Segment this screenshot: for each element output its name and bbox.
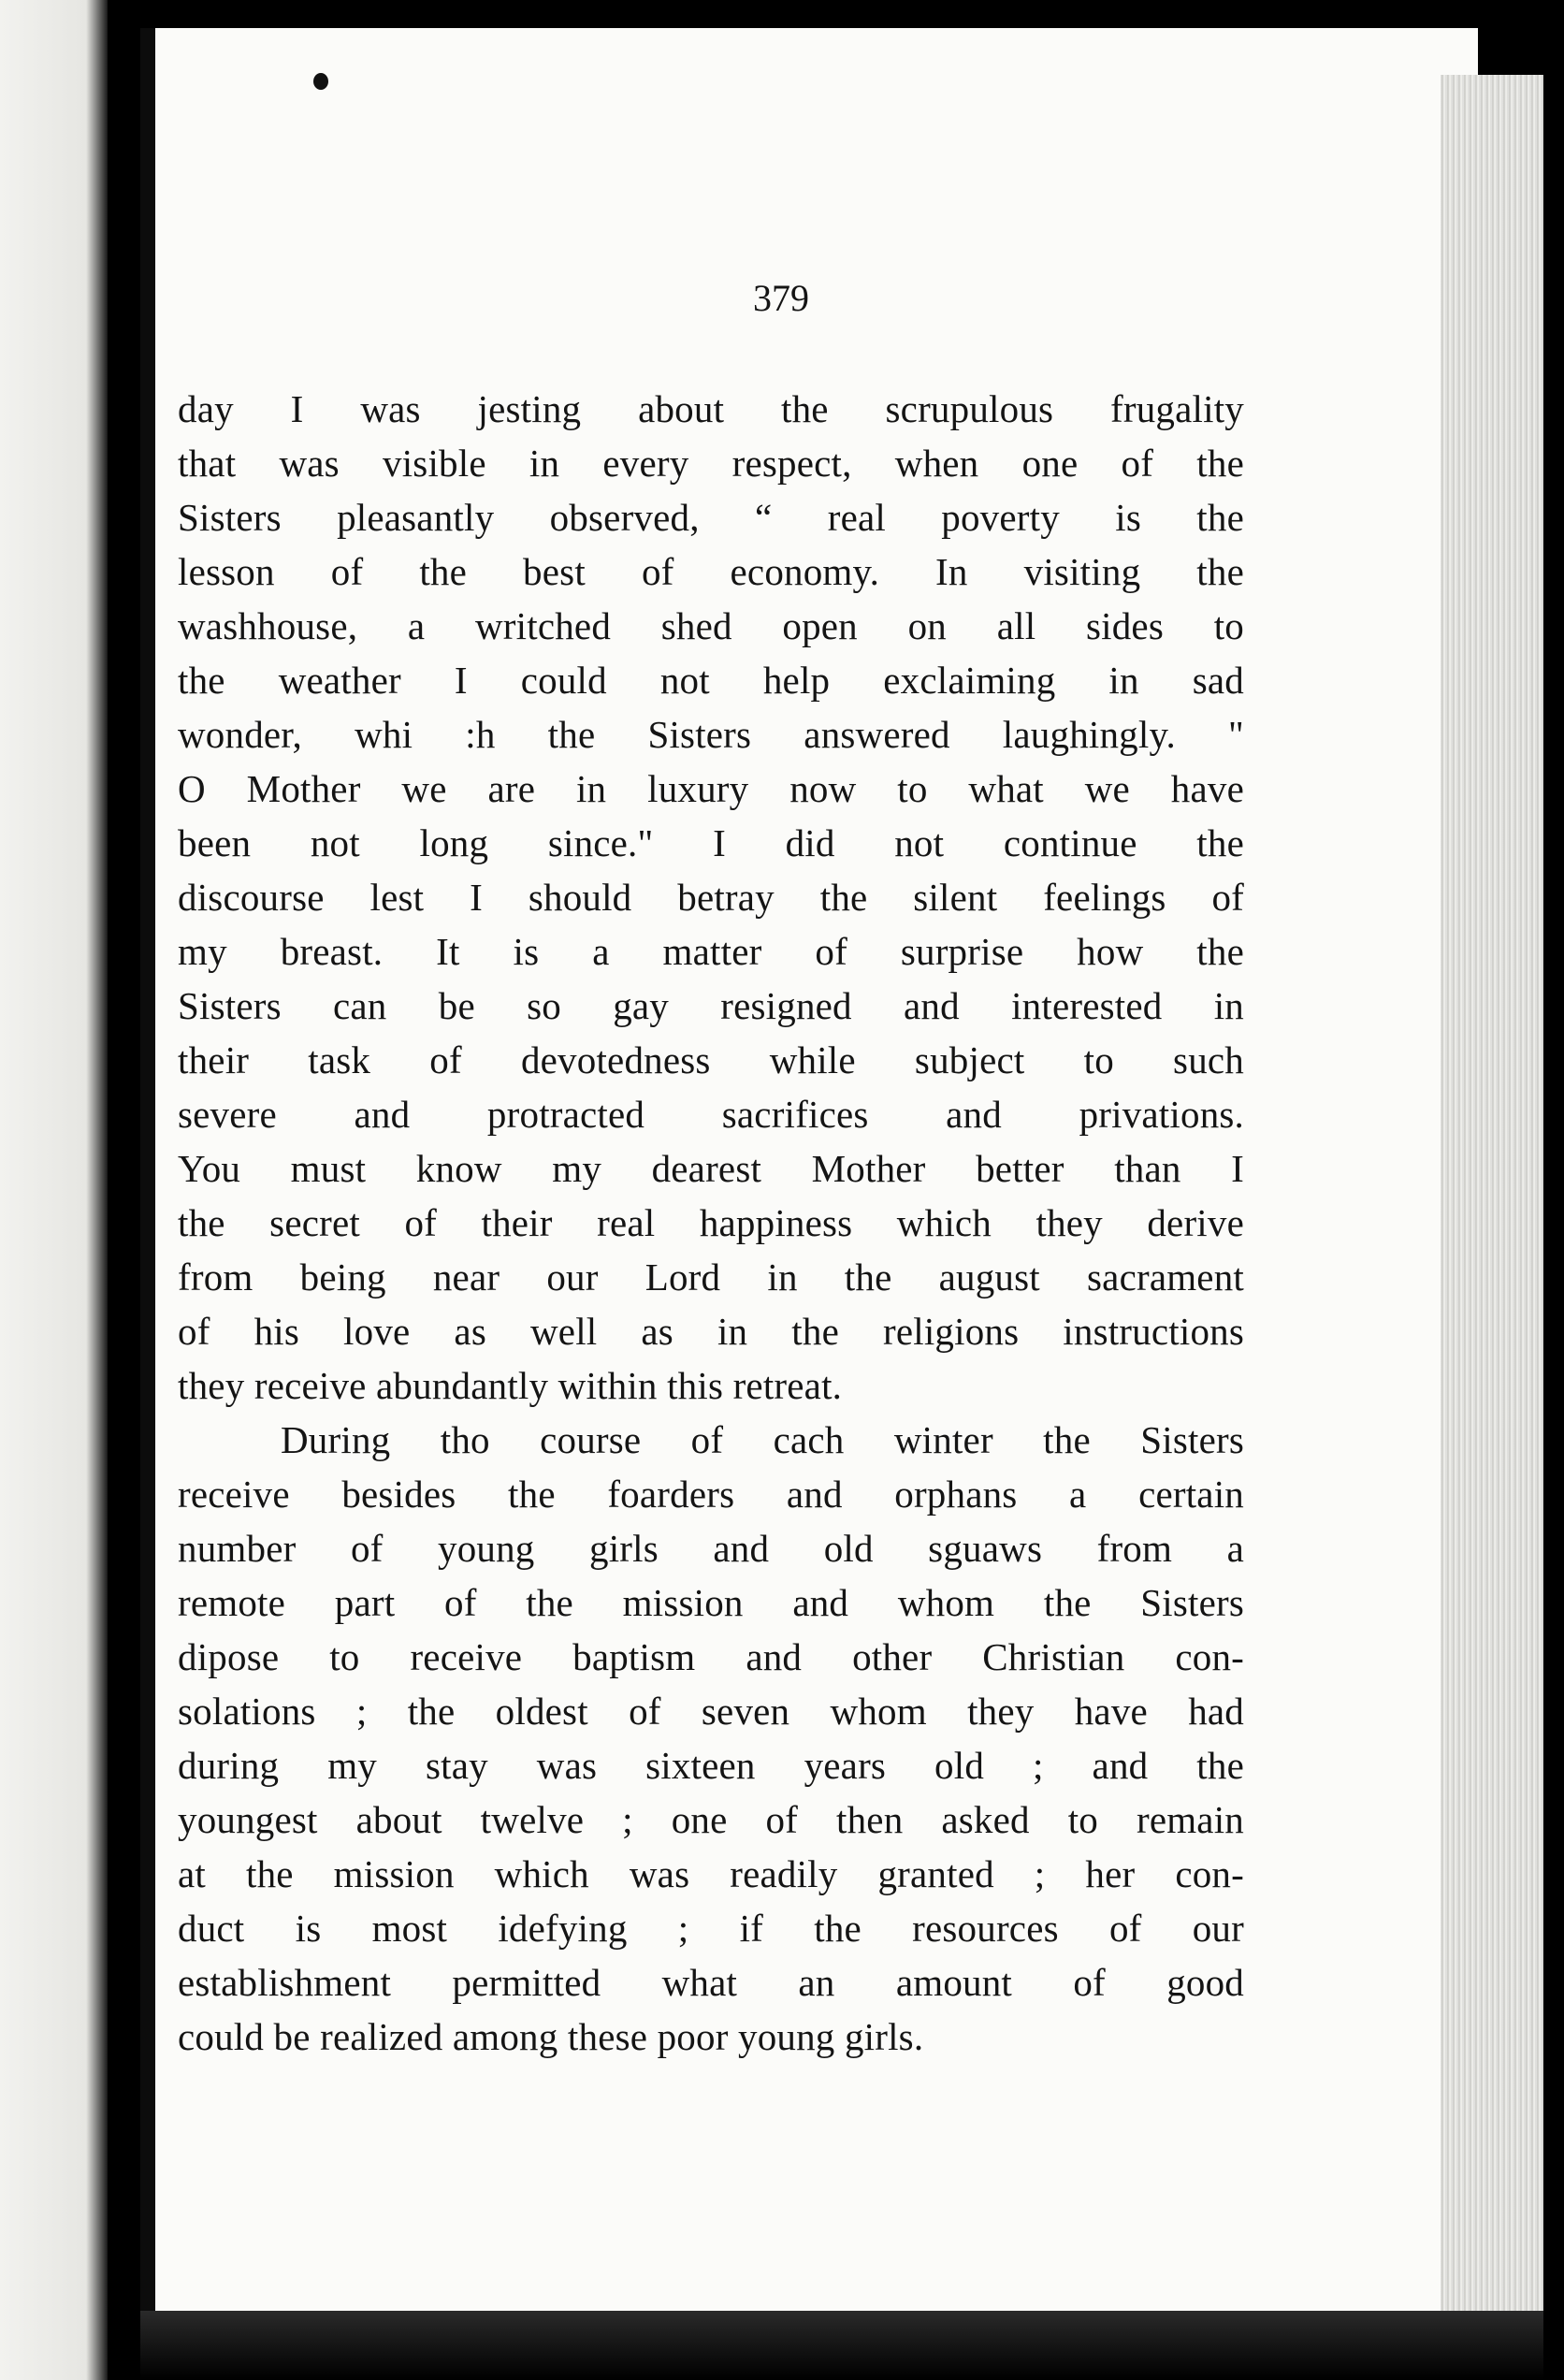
- bottom-shadow: [140, 2311, 1543, 2380]
- text-line: Sisters pleasantly observed, “ real poverty is the: [178, 496, 1244, 539]
- text-line: of his love as well as in the religions instructions: [178, 1310, 1244, 1353]
- text-line: Sisters can be so gay resigned and interested in: [178, 984, 1244, 1027]
- text-line: during my stay was sixteen years old ; and the: [178, 1744, 1244, 1787]
- text-line: remote part of the mission and whom the Sisters: [178, 1581, 1244, 1624]
- text-line: O Mother we are in luxury now to what we have: [178, 767, 1244, 810]
- paragraph-1: [178, 382, 1244, 1413]
- text-line: they receive abundantly within this retreat.: [178, 1364, 843, 1407]
- text-line: washhouse, a writched shed open on all sides to: [178, 604, 1244, 647]
- paragraph-2: [178, 1413, 1244, 2064]
- text-line: During tho course of cach winter the Sisters: [281, 1418, 1244, 1461]
- text-line: the secret of their real happiness which they derive: [178, 1201, 1244, 1244]
- text-line: youngest about twelve ; one of then asked to remain: [178, 1798, 1244, 1841]
- text-line: been not long since." I did not continue the: [178, 821, 1244, 864]
- text-line: the weather I could not help exclaiming in sad: [178, 659, 1244, 702]
- text-line: duct is most idefying ; if the resources of our: [178, 1907, 1244, 1950]
- text-line: receive besides the foarders and orphans a certain: [178, 1473, 1244, 1516]
- text-line: number of young girls and old sguaws from a: [178, 1527, 1244, 1570]
- text-line: dipose to receive baptism and other Christian con-: [178, 1635, 1244, 1678]
- page-text: [178, 271, 1244, 2064]
- text-line: at the mission which was readily granted ; her con-: [178, 1852, 1244, 1895]
- text-line: day I was jesting about the scrupulous frugality: [178, 387, 1244, 430]
- page-edge-stack: [1441, 75, 1543, 2320]
- text-line: discourse lest I should betray the silent feelings of: [178, 876, 1244, 919]
- text-line: solations ; the oldest of seven whom they have had: [178, 1690, 1244, 1733]
- text-line: from being near our Lord in the august sacrament: [178, 1255, 1244, 1299]
- page-number: 379: [753, 277, 809, 319]
- text-line: severe and protracted sacrifices and privations.: [178, 1093, 1244, 1136]
- text-line: lesson of the best of economy. In visiting the: [178, 550, 1244, 593]
- ink-dot: [313, 73, 328, 90]
- text-line: that was visible in every respect, when one of the: [178, 442, 1244, 485]
- text-line: could be realized among these poor young girls.: [178, 2015, 924, 2058]
- text-line: wonder, whi :h the Sisters answered laughingly. ": [178, 713, 1244, 756]
- text-line: my breast. It is a matter of surprise how the: [178, 930, 1244, 973]
- facing-page-margin: [0, 0, 108, 2380]
- text-line: establishment permitted what an amount of good: [178, 1961, 1244, 2004]
- text-line: You must know my dearest Mother better than I: [178, 1147, 1244, 1190]
- text-line: their task of devotedness while subject to such: [178, 1038, 1244, 1081]
